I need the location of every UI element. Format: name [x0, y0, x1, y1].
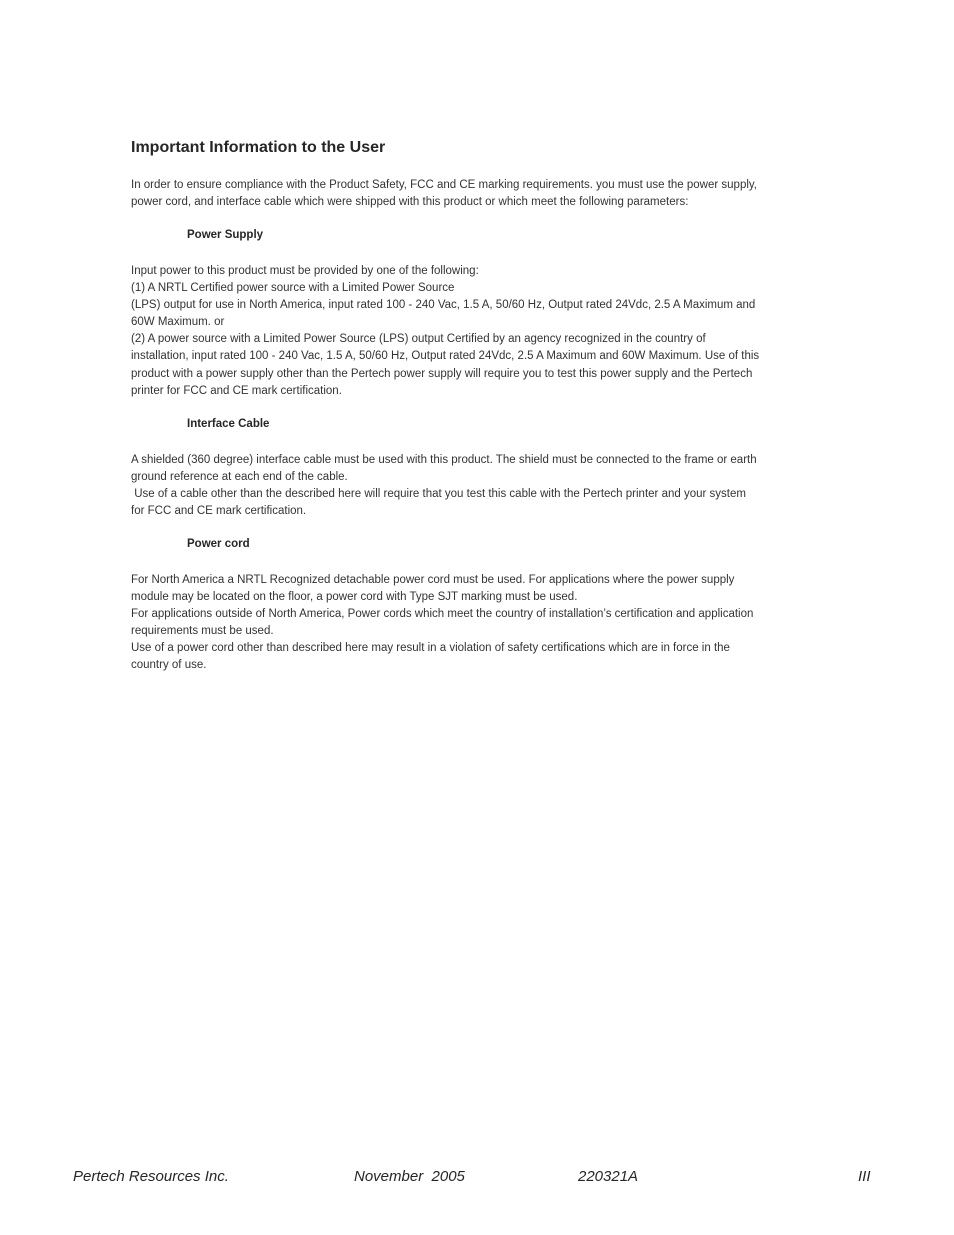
- intro-paragraph: [131, 177, 821, 211]
- section-heading-power-cord: Power cord: [187, 538, 250, 550]
- footer-page-number: III: [858, 1168, 871, 1185]
- section-body-power-cord: [131, 572, 821, 675]
- body-line: For applications outside of North America, Power cords which meet the country of installation’s certification and application: [131, 608, 754, 621]
- body-line: country of use.: [131, 659, 207, 672]
- footer-company: Pertech Resources Inc.: [73, 1168, 229, 1185]
- intro-line: In order to ensure compliance with the Product Safety, FCC and CE marking requirements. you must use the power supply,: [131, 179, 757, 191]
- body-line: Use of a cable other than the described here will require that you test this cable with the Pertech printer and your system: [131, 488, 746, 501]
- footer-doc-number: 220321A: [578, 1168, 639, 1185]
- body-line: (LPS) output for use in North America, input rated 100 - 240 Vac, 1.5 A, 50/60 Hz, Output rated 24Vdc, 2.5 A Maximum and: [131, 299, 756, 312]
- body-line: Use of a power cord other than described here may result in a violation of safety certifications which are in force in the: [131, 642, 730, 655]
- page-title: Important Information to the User: [131, 139, 386, 156]
- body-line: (2) A power source with a Limited Power Source (LPS) output Certified by an agency recognized in the country of: [131, 333, 706, 346]
- body-line: For North America a NRTL Recognized detachable power cord must be used. For applications where the power supply: [131, 574, 735, 586]
- body-line: ground reference at each end of the cable.: [131, 471, 348, 484]
- body-line: installation, input rated 100 - 240 Vac, 1.5 A, 50/60 Hz, Output rated 24Vdc, 2.5 A Maximum and 60W Maximum. Use of this: [131, 350, 760, 363]
- body-line: Input power to this product must be provided by one of the following:: [131, 265, 479, 277]
- body-line: module may be located on the floor, a power cord with Type SJT marking must be used.: [131, 591, 578, 604]
- body-line: A shielded (360 degree) interface cable must be used with this product. The shield must be connected to the frame or earth: [131, 454, 757, 466]
- body-line: requirements must be used.: [131, 625, 274, 638]
- section-body-interface-cable: [131, 452, 821, 520]
- intro-line: power cord, and interface cable which were shipped with this product or which meet the following parameters:: [131, 196, 689, 209]
- section-body-power-supply: [131, 263, 821, 400]
- footer-date: November 2005: [354, 1168, 465, 1185]
- body-line: printer for FCC and CE mark certification.: [131, 384, 342, 397]
- body-line: for FCC and CE mark certification.: [131, 505, 307, 518]
- section-heading-interface-cable: Interface Cable: [187, 418, 270, 430]
- body-line: (1) A NRTL Certified power source with a Limited Power Source: [131, 282, 455, 295]
- body-line: product with a power supply other than the Pertech power supply will require you to test this power supply and the Pertech: [131, 367, 753, 380]
- section-heading-power-supply: Power Supply: [187, 229, 264, 241]
- body-line: 60W Maximum. or: [131, 316, 225, 329]
